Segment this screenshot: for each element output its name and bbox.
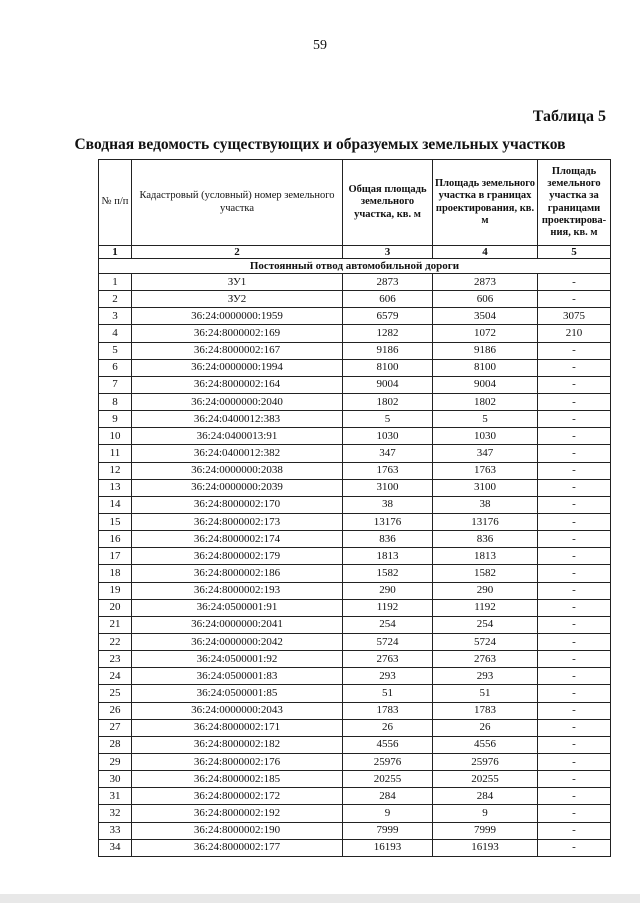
table-row — [99, 342, 611, 359]
cadastral-number: 36:24:0000000:1994 — [132, 359, 343, 376]
area-inside: 2763 — [433, 651, 538, 668]
area-outside: - — [538, 753, 611, 770]
total-area: 1783 — [343, 702, 433, 719]
total-area: 1582 — [343, 565, 433, 582]
row-number: 26 — [99, 702, 132, 719]
area-inside: 38 — [433, 496, 538, 513]
table-row — [99, 393, 611, 410]
area-inside: 13176 — [433, 513, 538, 530]
area-outside: 210 — [538, 325, 611, 342]
section-row — [99, 259, 611, 274]
area-inside: 836 — [433, 531, 538, 548]
table-row — [99, 376, 611, 393]
row-number: 31 — [99, 788, 132, 805]
total-area: 254 — [343, 616, 433, 633]
table-row — [99, 668, 611, 685]
area-outside: - — [538, 616, 611, 633]
total-area: 347 — [343, 445, 433, 462]
area-inside: 1582 — [433, 565, 538, 582]
header-row-number: № п/п — [99, 160, 132, 246]
area-outside: - — [538, 839, 611, 856]
table-row — [99, 531, 611, 548]
total-area: 51 — [343, 685, 433, 702]
row-number: 8 — [99, 393, 132, 410]
row-number: 34 — [99, 839, 132, 856]
table-row — [99, 788, 611, 805]
area-inside: 1192 — [433, 599, 538, 616]
table-row — [99, 308, 611, 325]
cadastral-number: 36:24:8000002:170 — [132, 496, 343, 513]
area-outside: - — [538, 428, 611, 445]
area-inside: 5724 — [433, 633, 538, 650]
row-number: 17 — [99, 548, 132, 565]
area-inside: 1813 — [433, 548, 538, 565]
cadastral-number: 36:24:0500001:83 — [132, 668, 343, 685]
area-outside: - — [538, 633, 611, 650]
row-number: 11 — [99, 445, 132, 462]
area-inside: 26 — [433, 719, 538, 736]
row-number: 27 — [99, 719, 132, 736]
cadastral-number: 36:24:8000002:192 — [132, 805, 343, 822]
area-inside: 16193 — [433, 839, 538, 856]
total-area: 836 — [343, 531, 433, 548]
cadastral-number: 36:24:8000002:167 — [132, 342, 343, 359]
table-row — [99, 753, 611, 770]
total-area: 25976 — [343, 753, 433, 770]
total-area: 16193 — [343, 839, 433, 856]
row-number: 29 — [99, 753, 132, 770]
table-row — [99, 274, 611, 291]
total-area: 1802 — [343, 393, 433, 410]
header-row — [99, 160, 611, 246]
area-outside: - — [538, 548, 611, 565]
table-row — [99, 685, 611, 702]
area-outside: - — [538, 445, 611, 462]
area-inside: 3100 — [433, 479, 538, 496]
cadastral-number: 36:24:8000002:186 — [132, 565, 343, 582]
table-row — [99, 702, 611, 719]
cadastral-number: 36:24:0000000:2042 — [132, 633, 343, 650]
cadastral-number: 36:24:8000002:179 — [132, 548, 343, 565]
area-outside: - — [538, 599, 611, 616]
row-number: 6 — [99, 359, 132, 376]
area-outside: - — [538, 685, 611, 702]
area-inside: 284 — [433, 788, 538, 805]
row-number: 18 — [99, 565, 132, 582]
area-inside: 347 — [433, 445, 538, 462]
row-number: 23 — [99, 651, 132, 668]
cadastral-number: 36:24:0000000:2038 — [132, 462, 343, 479]
cadastral-number: 36:24:0500001:85 — [132, 685, 343, 702]
total-area: 1030 — [343, 428, 433, 445]
row-number: 14 — [99, 496, 132, 513]
table-row — [99, 771, 611, 788]
row-number: 10 — [99, 428, 132, 445]
row-number: 12 — [99, 462, 132, 479]
table-row — [99, 822, 611, 839]
area-inside: 3504 — [433, 308, 538, 325]
cadastral-number: 36:24:8000002:177 — [132, 839, 343, 856]
area-inside: 5 — [433, 411, 538, 428]
total-area: 8100 — [343, 359, 433, 376]
cadastral-number: 36:24:0000000:2043 — [132, 702, 343, 719]
area-inside: 8100 — [433, 359, 538, 376]
cadastral-number: 36:24:8000002:173 — [132, 513, 343, 530]
land-plots-table — [98, 159, 611, 857]
total-area: 4556 — [343, 736, 433, 753]
area-inside: 254 — [433, 616, 538, 633]
area-outside: - — [538, 582, 611, 599]
table-row — [99, 582, 611, 599]
column-number: 4 — [433, 246, 538, 259]
area-inside: 1783 — [433, 702, 538, 719]
total-area: 26 — [343, 719, 433, 736]
area-outside: - — [538, 479, 611, 496]
table-row — [99, 325, 611, 342]
section-title: Постоянный отвод автомобильной дороги — [99, 259, 611, 274]
area-outside: - — [538, 513, 611, 530]
area-outside: - — [538, 376, 611, 393]
table-row — [99, 496, 611, 513]
total-area: 293 — [343, 668, 433, 685]
table-row — [99, 616, 611, 633]
row-number: 24 — [99, 668, 132, 685]
area-outside: - — [538, 771, 611, 788]
row-number: 19 — [99, 582, 132, 599]
row-number: 32 — [99, 805, 132, 822]
row-number: 1 — [99, 274, 132, 291]
area-inside: 1072 — [433, 325, 538, 342]
cadastral-number: 36:24:0000000:2041 — [132, 616, 343, 633]
table-label: Таблица 5 — [532, 108, 606, 125]
total-area: 13176 — [343, 513, 433, 530]
area-outside: - — [538, 565, 611, 582]
header-area-inside: Площадь земельного участка в границах проектирования, кв. м — [433, 160, 538, 246]
area-inside: 4556 — [433, 736, 538, 753]
total-area: 1813 — [343, 548, 433, 565]
header-area-outside: Площадь земельного участка за границами проектирова-ния, кв. м — [538, 160, 611, 246]
total-area: 9004 — [343, 376, 433, 393]
area-outside: - — [538, 668, 611, 685]
cadastral-number: 36:24:0500001:92 — [132, 651, 343, 668]
row-number: 15 — [99, 513, 132, 530]
total-area: 38 — [343, 496, 433, 513]
total-area: 5724 — [343, 633, 433, 650]
row-number: 5 — [99, 342, 132, 359]
row-number: 7 — [99, 376, 132, 393]
table-row — [99, 839, 611, 856]
cadastral-number: 36:24:8000002:164 — [132, 376, 343, 393]
cadastral-number: 36:24:0000000:2040 — [132, 393, 343, 410]
area-inside: 290 — [433, 582, 538, 599]
area-inside: 1030 — [433, 428, 538, 445]
area-outside: - — [538, 822, 611, 839]
table-row — [99, 651, 611, 668]
cadastral-number: 36:24:8000002:172 — [132, 788, 343, 805]
table-row — [99, 359, 611, 376]
total-area: 2763 — [343, 651, 433, 668]
header-total-area: Общая площадь земельного участка, кв. м — [343, 160, 433, 246]
area-outside: - — [538, 651, 611, 668]
column-number: 1 — [99, 246, 132, 259]
table-row — [99, 633, 611, 650]
header-cadastral-number: Кадастровый (условный) номер земельного участка — [132, 160, 343, 246]
total-area: 6579 — [343, 308, 433, 325]
total-area: 1763 — [343, 462, 433, 479]
area-outside: - — [538, 531, 611, 548]
table-row — [99, 599, 611, 616]
table-row — [99, 479, 611, 496]
table-row — [99, 548, 611, 565]
row-number: 2 — [99, 291, 132, 308]
row-number: 20 — [99, 599, 132, 616]
table-row — [99, 411, 611, 428]
cadastral-number: 36:24:8000002:174 — [132, 531, 343, 548]
row-number: 16 — [99, 531, 132, 548]
area-outside: - — [538, 788, 611, 805]
row-number: 30 — [99, 771, 132, 788]
total-area: 9 — [343, 805, 433, 822]
area-outside: - — [538, 411, 611, 428]
area-inside: 1763 — [433, 462, 538, 479]
column-number: 2 — [132, 246, 343, 259]
area-inside: 2873 — [433, 274, 538, 291]
row-number: 4 — [99, 325, 132, 342]
area-outside: - — [538, 496, 611, 513]
total-area: 606 — [343, 291, 433, 308]
total-area: 20255 — [343, 771, 433, 788]
page-number: 59 — [313, 38, 327, 53]
area-outside: - — [538, 342, 611, 359]
area-inside: 293 — [433, 668, 538, 685]
table-row — [99, 805, 611, 822]
row-number: 9 — [99, 411, 132, 428]
total-area: 7999 — [343, 822, 433, 839]
area-inside: 9186 — [433, 342, 538, 359]
area-outside: - — [538, 291, 611, 308]
area-outside: - — [538, 719, 611, 736]
area-outside: - — [538, 736, 611, 753]
area-outside: 3075 — [538, 308, 611, 325]
cadastral-number: 36:24:8000002:190 — [132, 822, 343, 839]
total-area: 290 — [343, 582, 433, 599]
cadastral-number: 36:24:8000002:185 — [132, 771, 343, 788]
scan-edge — [0, 894, 640, 903]
total-area: 1282 — [343, 325, 433, 342]
area-outside: - — [538, 393, 611, 410]
area-inside: 606 — [433, 291, 538, 308]
total-area: 284 — [343, 788, 433, 805]
area-outside: - — [538, 274, 611, 291]
cadastral-number: 36:24:8000002:193 — [132, 582, 343, 599]
row-number: 28 — [99, 736, 132, 753]
table-row — [99, 445, 611, 462]
area-outside: - — [538, 462, 611, 479]
total-area: 3100 — [343, 479, 433, 496]
row-number: 25 — [99, 685, 132, 702]
area-inside: 7999 — [433, 822, 538, 839]
total-area: 2873 — [343, 274, 433, 291]
area-inside: 51 — [433, 685, 538, 702]
cadastral-number: 36:24:8000002:169 — [132, 325, 343, 342]
row-number: 22 — [99, 633, 132, 650]
cadastral-number: ЗУ2 — [132, 291, 343, 308]
area-inside: 25976 — [433, 753, 538, 770]
total-area: 5 — [343, 411, 433, 428]
cadastral-number: 36:24:8000002:171 — [132, 719, 343, 736]
cadastral-number: ЗУ1 — [132, 274, 343, 291]
area-inside: 20255 — [433, 771, 538, 788]
area-inside: 9004 — [433, 376, 538, 393]
row-number: 3 — [99, 308, 132, 325]
row-number: 13 — [99, 479, 132, 496]
table-row — [99, 513, 611, 530]
table-row — [99, 428, 611, 445]
total-area: 1192 — [343, 599, 433, 616]
column-number: 5 — [538, 246, 611, 259]
table-row — [99, 719, 611, 736]
area-outside: - — [538, 702, 611, 719]
document-title: Сводная ведомость существующих и образуемых земельных участков — [74, 136, 566, 153]
cadastral-number: 36:24:0400012:382 — [132, 445, 343, 462]
area-outside: - — [538, 359, 611, 376]
cadastral-number: 36:24:8000002:176 — [132, 753, 343, 770]
total-area: 9186 — [343, 342, 433, 359]
cadastral-number: 36:24:8000002:182 — [132, 736, 343, 753]
area-inside: 1802 — [433, 393, 538, 410]
column-number-row — [99, 246, 611, 259]
cadastral-number: 36:24:0000000:2039 — [132, 479, 343, 496]
table-row — [99, 462, 611, 479]
column-number: 3 — [343, 246, 433, 259]
table-row — [99, 736, 611, 753]
table-row — [99, 291, 611, 308]
cadastral-number: 36:24:0400013:91 — [132, 428, 343, 445]
row-number: 21 — [99, 616, 132, 633]
cadastral-number: 36:24:0400012:383 — [132, 411, 343, 428]
area-outside: - — [538, 805, 611, 822]
table-row — [99, 565, 611, 582]
cadastral-number: 36:24:0500001:91 — [132, 599, 343, 616]
area-inside: 9 — [433, 805, 538, 822]
cadastral-number: 36:24:0000000:1959 — [132, 308, 343, 325]
row-number: 33 — [99, 822, 132, 839]
